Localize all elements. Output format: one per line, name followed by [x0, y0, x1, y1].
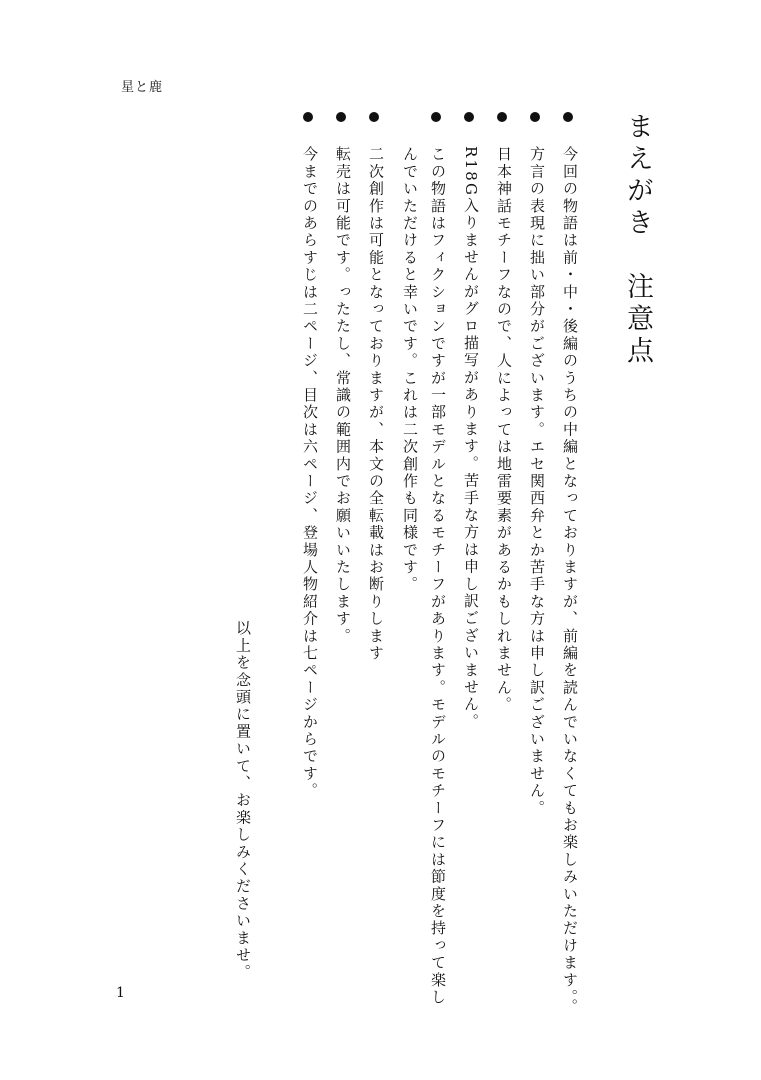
bullet-dot-icon — [464, 112, 474, 122]
note-8-bullet — [300, 112, 316, 122]
note-4-bullet — [461, 112, 477, 122]
closing-remark: 以上を念頭に置いて、お楽しみくださいませ。 — [234, 620, 252, 982]
note-2-line-1: 方言の表現に拙い部分がございます。エセ関西弁とか苦手な方は申し訳ございません。 — [528, 146, 546, 817]
bullet-dot-icon — [336, 112, 346, 122]
note-3-line-1: 日本神話モチーフなので、人によっては地雷要素があるかもしれません。 — [495, 146, 513, 714]
note-5-line-1: この物語はフィクションですが一部モデルとなるモチーフがあります。モデルのモチーフには節度を持って楽し — [429, 146, 447, 1006]
note-4-line-1: R18G入りませんがグロ描写があります。苦手な方は申し訳ございません。 — [462, 146, 480, 731]
note-8-line-1: 今までのあらすじは二ページ、目次は六ページ、登場人物紹介は七ページからです。 — [301, 146, 319, 800]
note-6-bullet — [366, 112, 382, 122]
bullet-dot-icon — [369, 112, 379, 122]
bullet-dot-icon — [563, 112, 573, 122]
bullet-dot-icon — [497, 112, 507, 122]
note-7-bullet — [333, 112, 349, 122]
note-5-bullet — [428, 112, 444, 122]
note-3-bullet — [494, 112, 510, 122]
bullet-dot-icon — [303, 112, 313, 122]
document-title: まえがき 注意点 — [622, 112, 653, 368]
page-number: 1 — [116, 985, 125, 1001]
note-6-line-1: 二次創作は可能となっておりますが、本文の全転載はお断りします — [367, 146, 385, 662]
note-1-bullet — [560, 112, 576, 122]
bullet-dot-icon — [530, 112, 540, 122]
note-5-line-2: んでいただけると幸いです。これは二次創作も同様です。 — [401, 146, 419, 594]
bullet-dot-icon — [431, 112, 441, 122]
note-2-bullet — [527, 112, 543, 122]
header-title: 星と鹿 — [121, 80, 164, 95]
note-7-line-1: 転売は可能です。ったたし、常識の範囲内でお願いいたします。 — [334, 146, 352, 645]
note-1-line-1: 今回の物語は前・中・後編のうちの中編となっておりますが、前編を読んでいなくてもお楽しみいただけます。。 — [561, 146, 579, 1016]
